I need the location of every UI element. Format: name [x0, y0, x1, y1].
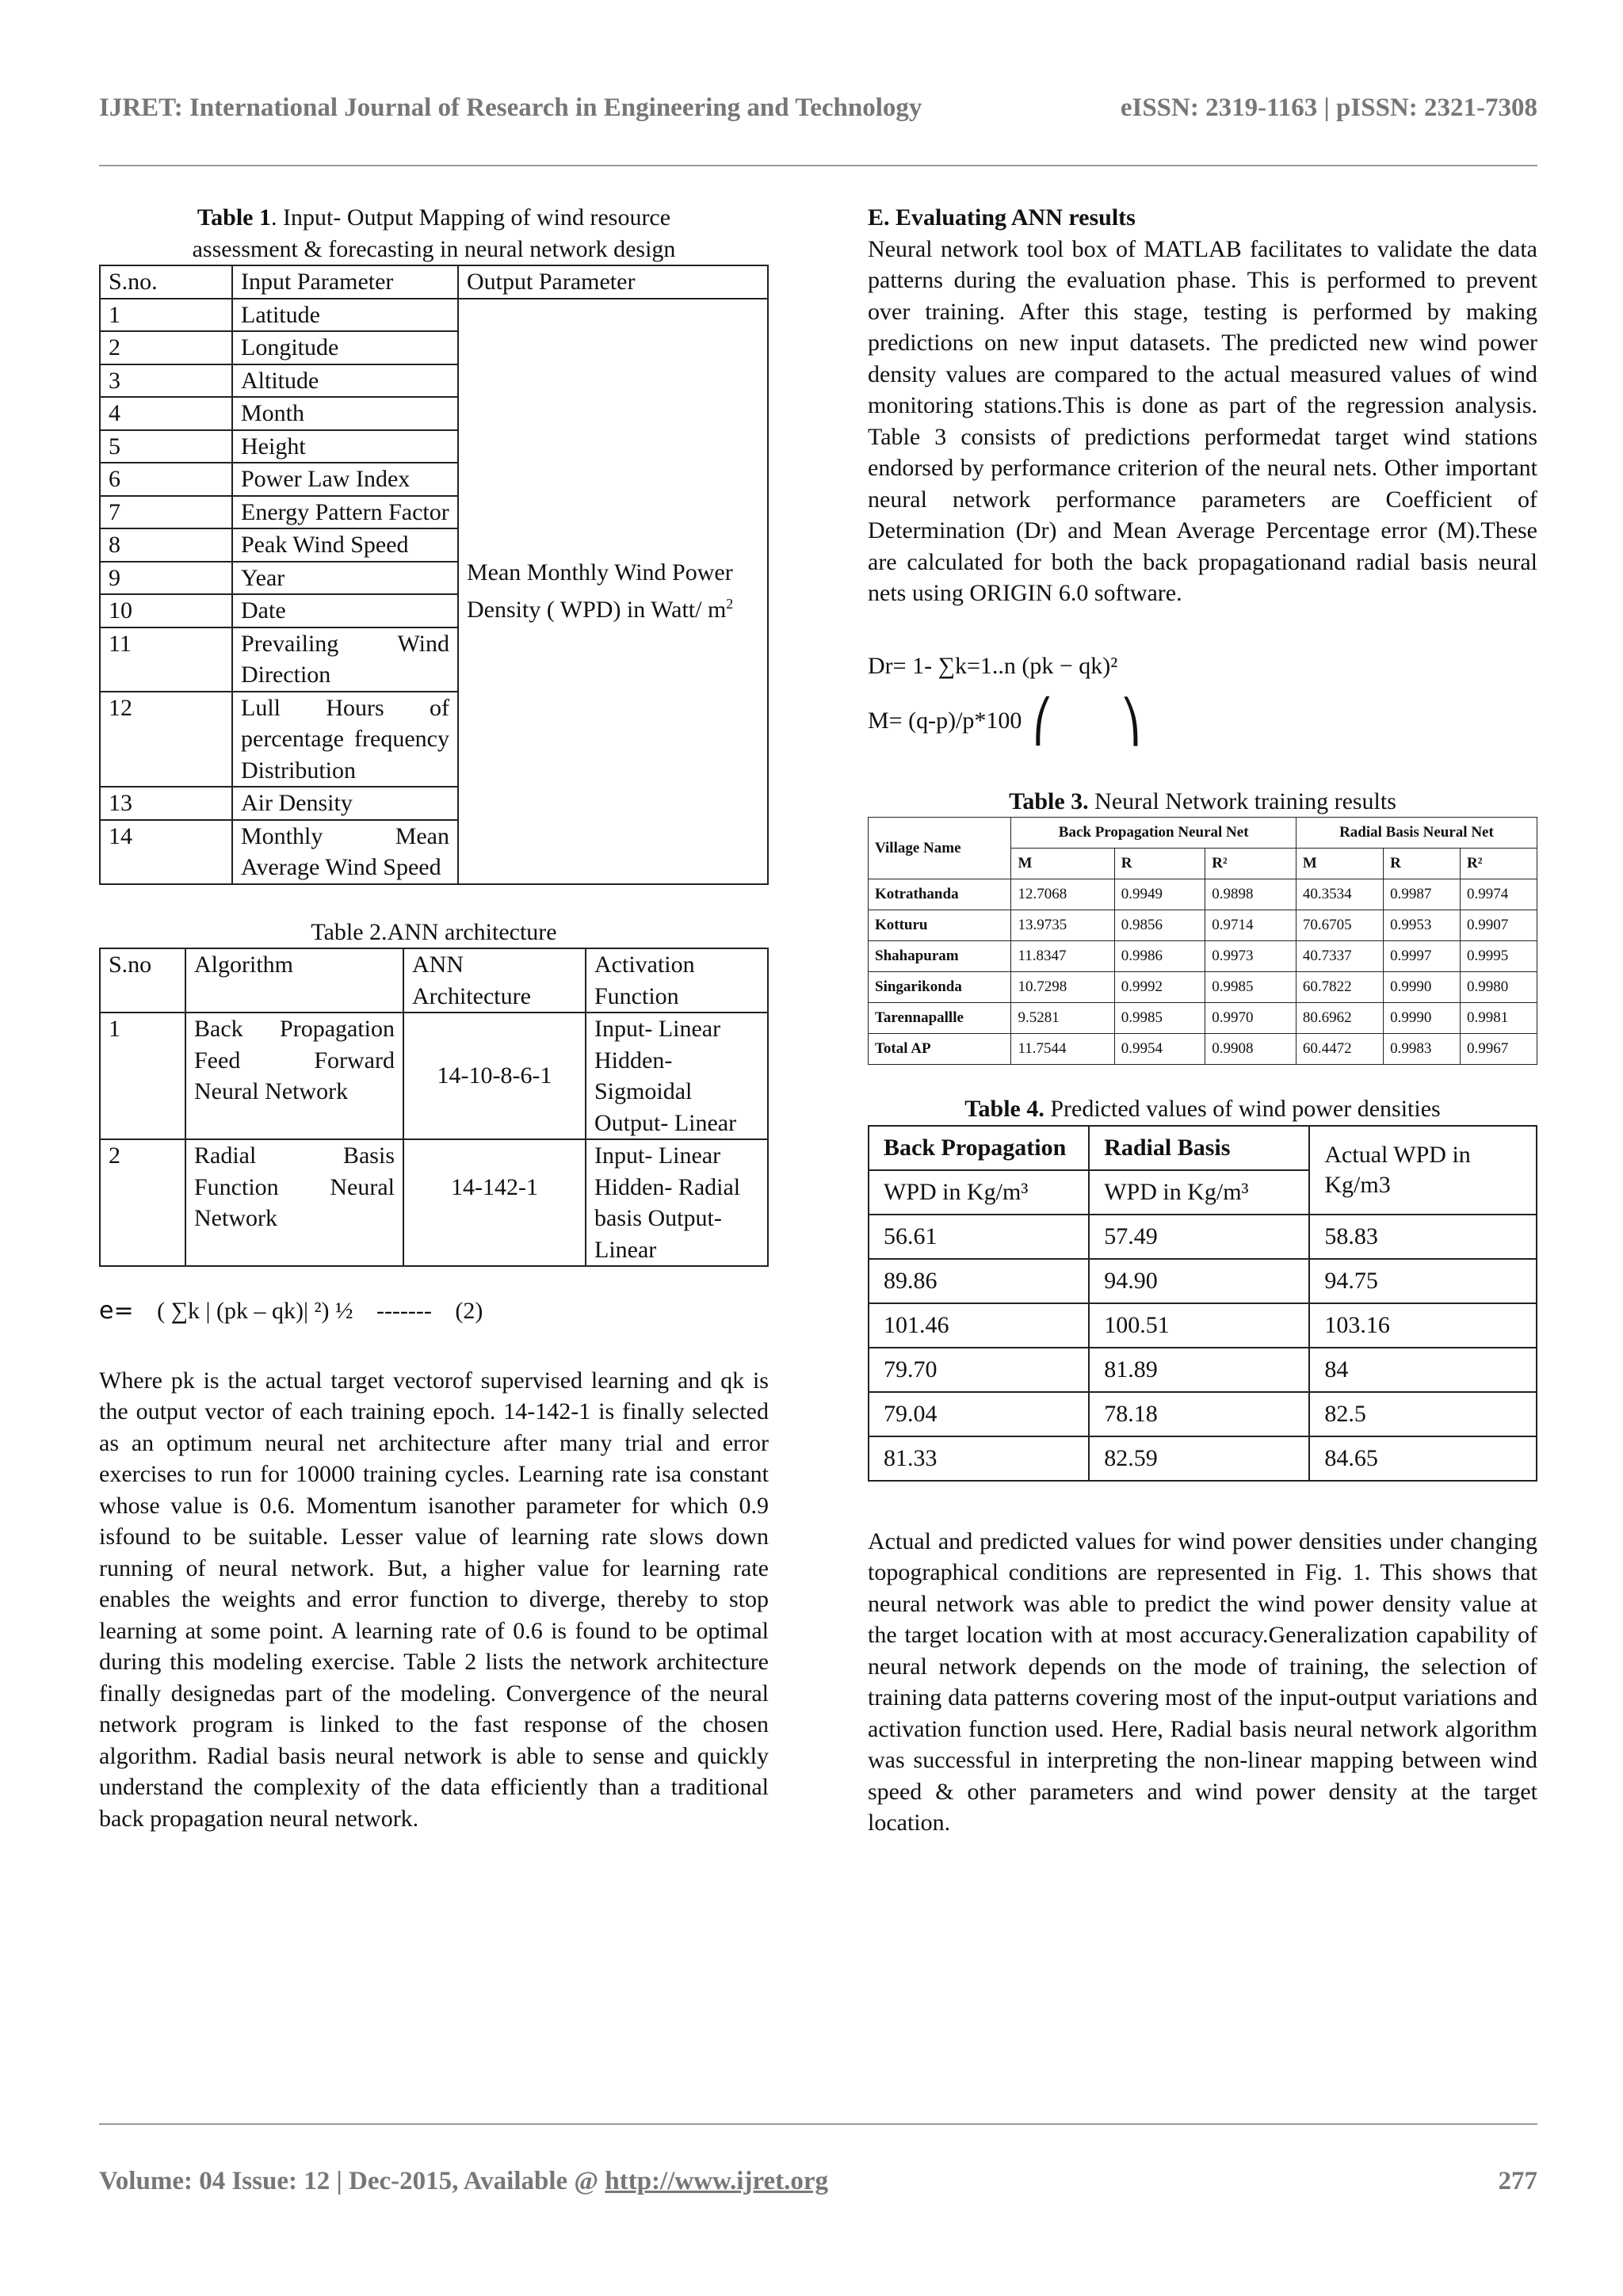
table3-subheader: R² [1205, 849, 1296, 879]
table-row [869, 972, 1537, 1003]
table3-subheader: R² [1461, 849, 1537, 879]
table3-cell: 70.6705 [1296, 910, 1383, 941]
equation-m [868, 700, 1537, 746]
right-body-paragraph: Actual and predicted values for wind power densities under changing topographical conditions are represented in Fig. 1. This shows that neural network was able to predict the wind power density value at the target location with at most accuracy.Generalization capability of neural network depends on the mode of training, the selection of training data patterns covering most of the input-output variations and activation function used. Here, Radial basis neural network algorithm was successful in interpreting the non-linear mapping between wind speed & other parameters and wind power density at the target location. [868, 1527, 1537, 1836]
left-body-paragraph: Where pk is the actual target vectorof supervised learning and qk is the output vector of each training epoch. 14-142-1 is finally selected as an optimum neural net architecture after many trial and error exercises to run for 10000 training cycles. Learning rate isa constant whose value is 0.6. Momentum isanother parameter for which 0.9 isfound to be suitable. Lesser value of learning rate slows down running of neural network. But, a higher value for learning rate enables the weights and error function to diverge, thereby to stop learning at some point. A learning rate of 0.6 is found to be optimal during this modeling exercise. Table 2 lists the network architecture finally designedas part of the modeling. Convergence of the neural network program is linked to the fast response of the chosen algorithm. Radial basis neural network is able to sense and quickly understand the complexity of the data efficiently than a traditional back propagation neural network. [99, 1367, 769, 1832]
table3-cell: 0.9970 [1205, 1003, 1296, 1034]
table3-cell: 0.9898 [1205, 879, 1296, 910]
table3-cell: 0.9714 [1205, 910, 1296, 941]
table1-cell-no: 14 [100, 820, 232, 884]
table1-cell-no: 4 [100, 397, 232, 430]
equation-m-bracket-left: ⎛ [1032, 700, 1053, 746]
equation-m-bracket-right: ⎞ [1120, 700, 1141, 746]
left-column [99, 202, 769, 1834]
table3-cell: 0.9985 [1205, 972, 1296, 1003]
table3-cell-name: Total AP [869, 1034, 1011, 1065]
table1-cell-no: 8 [100, 528, 232, 562]
table-row [869, 1003, 1537, 1034]
table1-output-text: Mean Monthly Wind Power Density ( WPD) in Watt/ m [467, 559, 733, 623]
table3 [868, 817, 1537, 1065]
table4-header-rb: Radial Basis [1089, 1126, 1309, 1170]
table3-cell: 0.9954 [1114, 1034, 1205, 1065]
table1-output-cell [458, 299, 768, 884]
table1-output-sup: 2 [726, 595, 734, 612]
table-row [869, 941, 1537, 972]
table1-caption-text: . Input- Output Mapping of wind resource assessment & forecasting in neural network design [192, 204, 676, 262]
table2-header-sno: S.no [100, 948, 185, 1013]
table2-header-algorithm: Algorithm [185, 948, 403, 1013]
table1-cell-param: Prevailing Wind Direction [232, 627, 458, 692]
table-row [869, 1303, 1537, 1348]
table4-cell: 94.90 [1089, 1259, 1309, 1303]
table2-cell-architecture: 14-142-1 [403, 1139, 586, 1266]
table3-cell: 80.6962 [1296, 1003, 1383, 1034]
table3-caption-label: Table 3. [1009, 788, 1089, 814]
table3-caption-text: Neural Network training results [1088, 788, 1396, 814]
table3-cell: 60.7822 [1296, 972, 1383, 1003]
table3-cell: 0.9908 [1205, 1034, 1296, 1065]
table1-cell-param: Height [232, 430, 458, 463]
table1-cell-param: Date [232, 594, 458, 627]
table3-cell: 11.8347 [1011, 941, 1114, 972]
table4-cell: 57.49 [1089, 1215, 1309, 1259]
table1-cell-param: Altitude [232, 364, 458, 398]
table3-cell: 11.7544 [1011, 1034, 1114, 1065]
table3-header-rb: Radial Basis Neural Net [1296, 818, 1537, 849]
table4-cell: 82.5 [1309, 1392, 1537, 1436]
table1-cell-no: 2 [100, 331, 232, 364]
footer-divider [99, 2123, 1537, 2125]
table4-caption [868, 1093, 1537, 1125]
table4-subheader-bp: WPD in Kg/m³ [869, 1170, 1089, 1215]
table4-cell: 84.65 [1309, 1436, 1537, 1481]
table3-cell: 10.7298 [1011, 972, 1114, 1003]
table2-caption: Table 2.ANN architecture [311, 918, 557, 945]
table1-cell-no: 12 [100, 692, 232, 788]
table3-cell-name: Kotturu [869, 910, 1011, 941]
equation-2-number: (2) [455, 1298, 483, 1324]
table-row [869, 1034, 1537, 1065]
table1-cell-param: Energy Pattern Factor [232, 496, 458, 529]
table1-cell-no: 1 [100, 299, 232, 332]
table3-cell: 0.9983 [1384, 1034, 1461, 1065]
table1-cell-param: Month [232, 397, 458, 430]
table-row [100, 1139, 768, 1266]
table2-cell-activation: Input- Linear Hidden- Sigmoidal Output- Linear [586, 1013, 768, 1139]
section-e-paragraph: Neural network tool box of MATLAB facilitates to validate the data patterns during the evaluation phase. This is performed to prevent over training. After this stage, testing is performed by making predictions on new input datasets. The predicted new wind power density values are compared to the actual measured values of wind monitoring stations.This is done as part of the regression analysis. Table 3 consists of predictions performedat target wind stations endorsed by performance criterion of the neural nets. Other important neural network performance parameters are Coefficient of Determination (Dr) and Mean Average Percentage error (M).These are calculated for both the back propagationand radial basis neural nets using ORIGIN 6.0 software. [868, 235, 1537, 606]
journal-link[interactable]: http://www.ijret.org [605, 2167, 829, 2195]
equation-2-lhs: e= [99, 1297, 134, 1325]
table1-cell-param: Longitude [232, 331, 458, 364]
table3-header-village: Village Name [869, 818, 1011, 879]
table4-caption-text: Predicted values of wind power densities [1044, 1096, 1441, 1123]
table3-cell: 0.9981 [1461, 1003, 1537, 1034]
table1-cell-no: 6 [100, 463, 232, 496]
table1-caption-label: Table 1 [197, 204, 271, 231]
table4-cell: 81.89 [1089, 1348, 1309, 1392]
table-row [869, 1392, 1537, 1436]
table3-cell: 9.5281 [1011, 1003, 1114, 1034]
table3-cell-name: Kotrathanda [869, 879, 1011, 910]
table4 [868, 1125, 1537, 1482]
table2-header-activation: Activation Function [586, 948, 768, 1013]
table1-cell-param: Lull Hours of percentage frequency Distribution [232, 692, 458, 788]
table-row [100, 1013, 768, 1139]
table4-cell: 101.46 [869, 1303, 1089, 1348]
table2-header-architecture: ANN Architecture [403, 948, 586, 1013]
table3-cell: 0.9995 [1461, 941, 1537, 972]
table1-cell-no: 11 [100, 627, 232, 692]
table3-cell: 0.9953 [1384, 910, 1461, 941]
table3-cell: 0.9980 [1461, 972, 1537, 1003]
table1-header-sno: S.no. [100, 265, 232, 299]
table-row [869, 1436, 1537, 1481]
table-row [869, 1215, 1537, 1259]
table-row [869, 1259, 1537, 1303]
table3-cell: 0.9992 [1114, 972, 1205, 1003]
table1-cell-param: Year [232, 562, 458, 595]
table4-cell: 94.75 [1309, 1259, 1537, 1303]
table3-cell: 0.9949 [1114, 879, 1205, 910]
table4-cell: 56.61 [869, 1215, 1089, 1259]
table3-cell: 0.9907 [1461, 910, 1537, 941]
table3-cell: 0.9856 [1114, 910, 1205, 941]
table3-cell: 0.9987 [1384, 879, 1461, 910]
table4-cell: 100.51 [1089, 1303, 1309, 1348]
table4-cell: 89.86 [869, 1259, 1089, 1303]
table3-cell: 0.9967 [1461, 1034, 1537, 1065]
table1-cell-no: 10 [100, 594, 232, 627]
table3-cell: 0.9973 [1205, 941, 1296, 972]
table-row [869, 879, 1537, 910]
table1-cell-param: Power Law Index [232, 463, 458, 496]
right-column [868, 202, 1537, 1839]
table4-cell: 79.70 [869, 1348, 1089, 1392]
table-row [100, 299, 768, 332]
table3-subheader: M [1296, 849, 1383, 879]
footer-volume-text: Volume: 04 Issue: 12 | Dec-2015, Available @ [99, 2167, 605, 2195]
table-row [869, 1348, 1537, 1392]
equation-dr: Dr= 1- ∑k=1..n (pk − qk)² [868, 652, 1118, 679]
journal-title: IJRET: International Journal of Research in Engineering and Technology [99, 93, 922, 122]
equation-2-dashes: ------- [376, 1298, 432, 1324]
table3-subheader: R [1384, 849, 1461, 879]
table4-cell: 82.59 [1089, 1436, 1309, 1481]
table1-cell-param: Latitude [232, 299, 458, 332]
table1-header-output: Output Parameter [458, 265, 768, 299]
table1-cell-no: 3 [100, 364, 232, 398]
table1-cell-no: 7 [100, 496, 232, 529]
table3-cell: 40.3534 [1296, 879, 1383, 910]
table2-cell-activation: Input- Linear Hidden- Radial basis Output- Linear [586, 1139, 768, 1266]
table3-cell: 13.9735 [1011, 910, 1114, 941]
page-header [99, 93, 1537, 123]
table4-header-bp: Back Propagation [869, 1126, 1089, 1170]
table3-cell-name: Singarikonda [869, 972, 1011, 1003]
table1-cell-param: Peak Wind Speed [232, 528, 458, 562]
table4-cell: 79.04 [869, 1392, 1089, 1436]
table4-cell: 84 [1309, 1348, 1537, 1392]
table3-cell: 0.9990 [1384, 1003, 1461, 1034]
table4-cell: 58.83 [1309, 1215, 1537, 1259]
section-e-title: E. Evaluating ANN results [868, 204, 1136, 231]
table1-caption [99, 202, 769, 265]
table3-cell: 0.9974 [1461, 879, 1537, 910]
table4-cell: 78.18 [1089, 1392, 1309, 1436]
issn: eISSN: 2319-1163 | pISSN: 2321-7308 [1120, 93, 1537, 122]
equation-m-text: M= (q-p)/p*100 [868, 707, 1022, 734]
table-row [869, 910, 1537, 941]
table3-subheader: M [1011, 849, 1114, 879]
table1-cell-param: Monthly Mean Average Wind Speed [232, 820, 458, 884]
table1-cell-no: 13 [100, 787, 232, 820]
table2-cell-no: 1 [100, 1013, 185, 1139]
table3-cell: 0.9986 [1114, 941, 1205, 972]
table4-caption-label: Table 4. [964, 1096, 1044, 1123]
table2-cell-architecture: 14-10-8-6-1 [403, 1013, 586, 1139]
table3-caption [868, 786, 1537, 818]
table3-cell: 12.7068 [1011, 879, 1114, 910]
table3-cell: 0.9985 [1114, 1003, 1205, 1034]
table1-cell-param: Air Density [232, 787, 458, 820]
table4-cell: 81.33 [869, 1436, 1089, 1481]
table3-cell-name: Shahapuram [869, 941, 1011, 972]
table3-cell-name: Tarennapallle [869, 1003, 1011, 1034]
table4-header-actual: Actual WPD in Kg/m3 [1309, 1126, 1537, 1215]
page-number: 277 [1498, 2167, 1537, 2195]
table4-subheader-rb: WPD in Kg/m³ [1089, 1170, 1309, 1215]
equation-2 [99, 1295, 769, 1327]
table1-cell-no: 9 [100, 562, 232, 595]
table2-cell-algorithm: Back Propagation Feed Forward Neural Network [185, 1013, 403, 1139]
equation-2-body: ( ∑k | (pk – qk)| ²) ½ [157, 1298, 353, 1324]
table3-header-bp: Back Propagation Neural Net [1011, 818, 1296, 849]
table3-cell: 60.4472 [1296, 1034, 1383, 1065]
table3-cell: 0.9997 [1384, 941, 1461, 972]
table1-cell-no: 5 [100, 430, 232, 463]
table3-cell: 0.9990 [1384, 972, 1461, 1003]
table1 [99, 265, 769, 885]
table3-subheader: R [1114, 849, 1205, 879]
table3-cell: 40.7337 [1296, 941, 1383, 972]
page-footer [99, 2167, 1537, 2196]
header-divider [99, 165, 1537, 166]
table2-cell-no: 2 [100, 1139, 185, 1266]
table1-header-input: Input Parameter [232, 265, 458, 299]
table2-cell-algorithm: Radial Basis Function Neural Network [185, 1139, 403, 1266]
table4-cell: 103.16 [1309, 1303, 1537, 1348]
table2 [99, 948, 769, 1267]
footer-volume [99, 2167, 828, 2196]
